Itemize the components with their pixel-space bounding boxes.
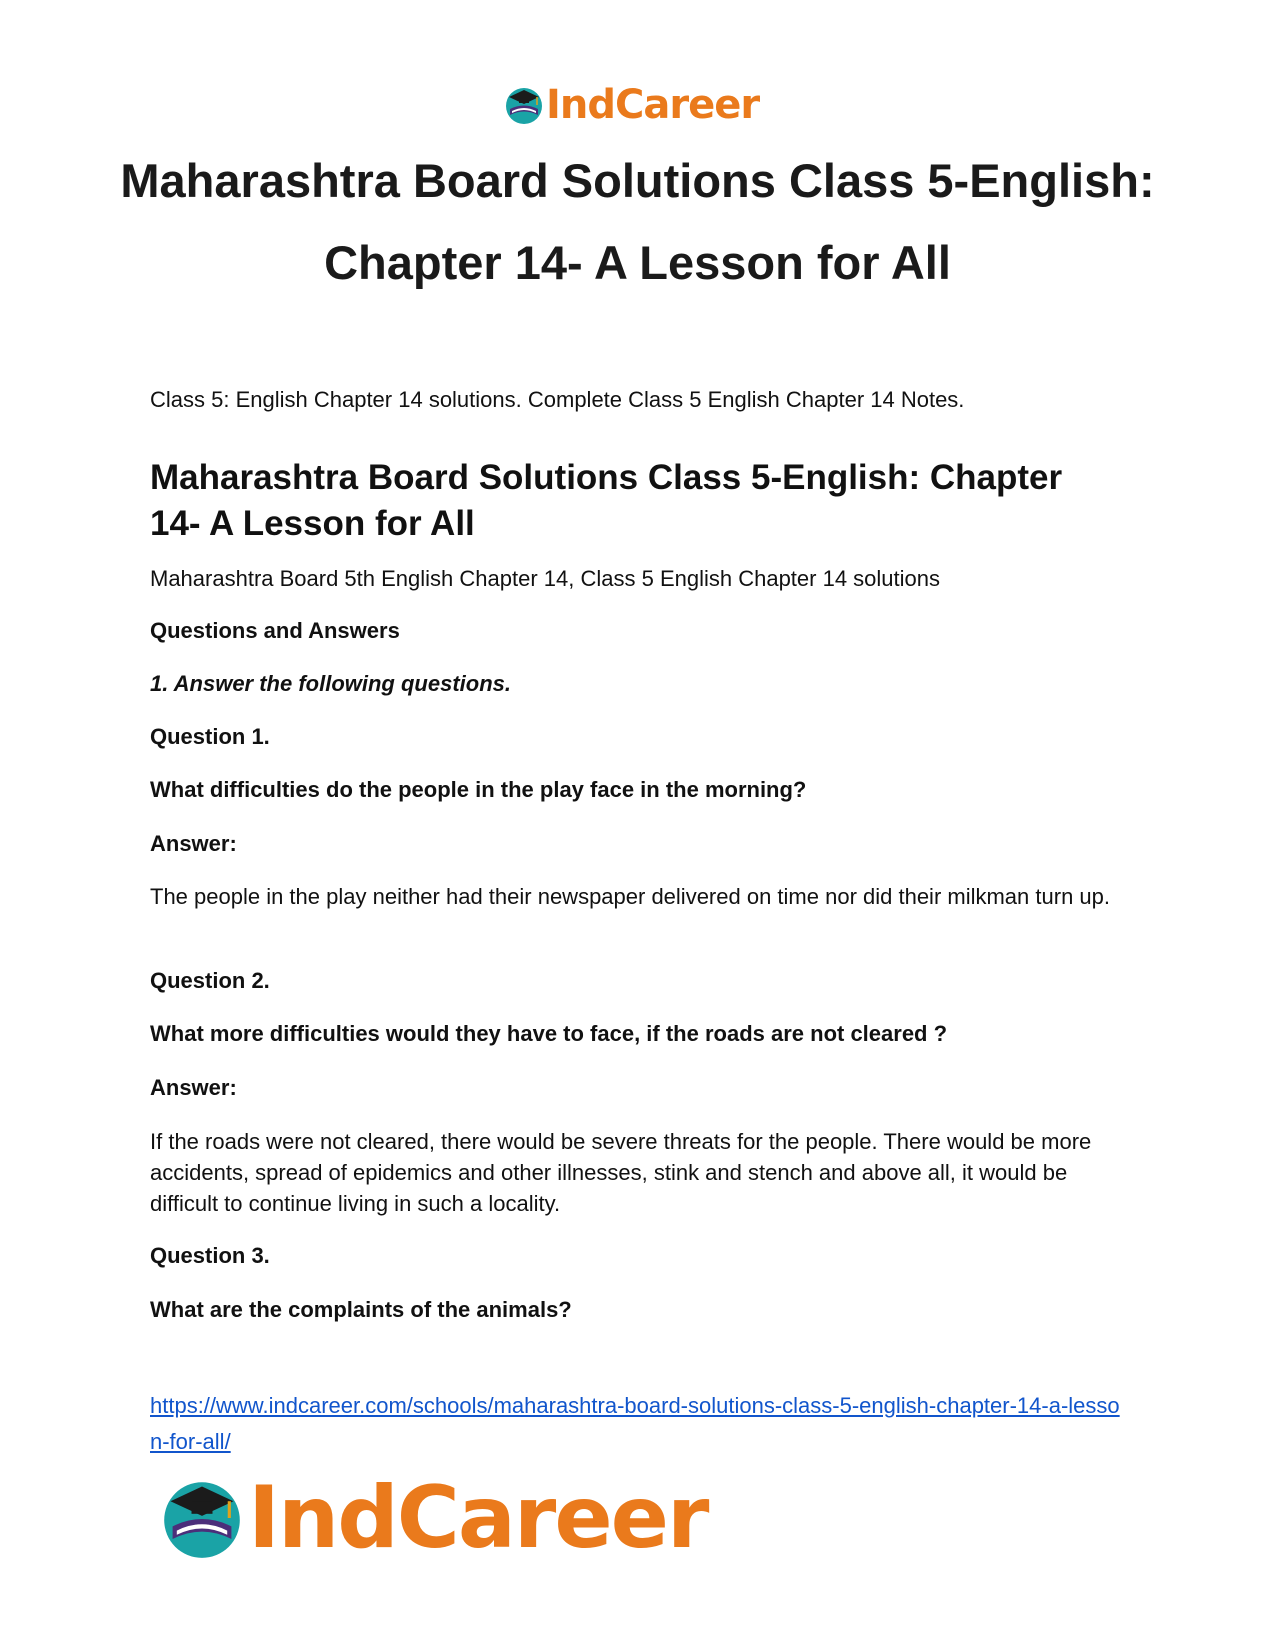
question-1-label: Question 1. <box>150 724 270 749</box>
subtitle-text: Maharashtra Board 5th English Chapter 14, Class 5 English Chapter 14 solutions <box>150 566 941 591</box>
graduation-book-icon <box>504 85 544 125</box>
instruction-text: 1. Answer the following questions. <box>150 671 511 696</box>
question-3-text: What are the complaints of the animals? <box>150 1297 572 1322</box>
indcareer-logo-top <box>504 80 759 130</box>
section-heading: Maharashtra Board Solutions Class 5-English: Chapter 14- A Lesson for All <box>150 458 1063 543</box>
logo-text: IndCareer <box>546 82 760 128</box>
question-1-text: What difficulties do the people in the play face in the morning? <box>150 777 807 802</box>
answer-2-text: If the roads were not cleared, there would be severe threats for the people. There would be more accidents, spread of epidemics and other illnesses, stink and stench and above all, it would be difficult to continue living in such a locality. <box>150 1129 1092 1216</box>
indcareer-logo-bottom <box>160 1468 707 1568</box>
document-title: Maharashtra Board Solutions Class 5-English: Chapter 14- A Lesson for All <box>120 154 1155 289</box>
answer-1-text: The people in the play neither had their newspaper delivered on time nor did their milkman turn up. <box>150 884 1110 909</box>
intro-text: Class 5: English Chapter 14 solutions. Complete Class 5 English Chapter 14 Notes. <box>150 387 965 412</box>
qa-heading: Questions and Answers <box>150 618 400 643</box>
question-2-text: What more difficulties would they have to face, if the roads are not cleared ? <box>150 1021 948 1046</box>
answer-2-label: Answer: <box>150 1075 237 1100</box>
question-3-label: Question 3. <box>150 1243 270 1268</box>
question-2-label: Question 2. <box>150 968 270 993</box>
graduation-book-icon <box>160 1476 244 1560</box>
logo-text: IndCareer <box>248 1468 708 1568</box>
answer-1-label: Answer: <box>150 831 237 856</box>
source-link[interactable]: https://www.indcareer.com/schools/maharashtra-board-solutions-class-5-english-chapter-14-a-lesson-for-all/ <box>150 1393 1120 1454</box>
